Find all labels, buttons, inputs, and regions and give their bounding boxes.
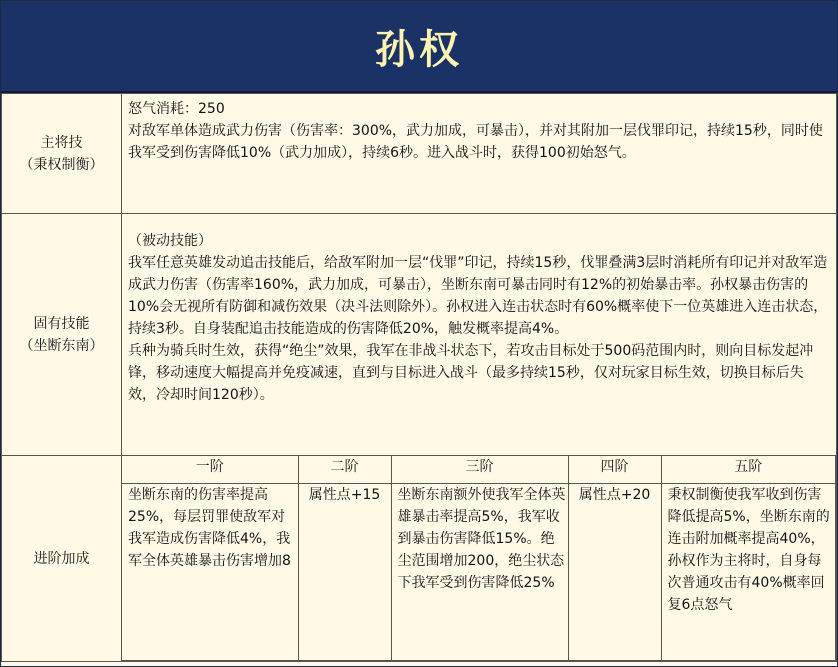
innate-skill-label bbox=[2, 214, 122, 456]
innate-skill-label-sub: （坐断东南） bbox=[19, 337, 104, 354]
advance-label: 进阶加成 bbox=[2, 456, 122, 662]
advance-content bbox=[122, 456, 837, 662]
innate-skill-description: 我军任意英雄发动追击技能后，给敌军附加一层“伐罪”印记，持续15秒，伐罪叠满3层时消耗所有印记并对敌军造成武力伤害（伤害率160%，武力加成，可暴击），坐断东南可暴击同时有12%的初始暴击率。孙权暴击伤害的10%会无视所有防御和减伤效果（决斗法则除外）。孙权进入连击状态时有60%概率使下一位英雄进入连击状态，持续3秒。自身装配追击技能造成的伤害降低20%，触发概率提高4%。 bbox=[128, 255, 828, 337]
innate-skill-cavalry-effect: 兵种为骑兵时生效，获得“绝尘”效果，我军在非战斗状态下，若攻击目标处于500码范围内时，则向目标发起冲锋，移动速度大幅提高并免疫减速，直到与目标进入战斗（最多持续15秒，仅对玩家目标生效，切换目标后失效，冷却时间120秒）。 bbox=[128, 343, 814, 403]
advance-cell-3: 坐断东南额外使我军全体英雄暴击率提高5%，我军收到暴击伤害降低15%。绝尘范围增加200，绝尘状态下我军受到伤害降低25% bbox=[391, 484, 568, 661]
skill-table bbox=[1, 93, 837, 662]
advance-cell-2: 属性点+15 bbox=[298, 484, 391, 661]
innate-skill-label-name: 固有技能 bbox=[33, 315, 90, 332]
advance-header-4: 四阶 bbox=[568, 456, 661, 484]
page-title: 孙权 bbox=[375, 25, 463, 73]
main-skill-label-name: 主将技 bbox=[40, 134, 83, 151]
advance-header-3: 三阶 bbox=[391, 456, 568, 484]
advance-header-1: 一阶 bbox=[122, 456, 298, 484]
advance-cell-1: 坐断东南的伤害率提高25%，每层罚罪使敌军对我军造成伤害降低4%，我军全体英雄暴击伤害增加8 bbox=[122, 484, 298, 661]
main-skill-row bbox=[2, 94, 837, 214]
advance-header-2: 二阶 bbox=[298, 456, 391, 484]
advance-row bbox=[2, 456, 837, 662]
main-skill-cost: 怒气消耗：250 bbox=[128, 101, 225, 117]
advance-cell-5: 秉权制衡使我军收到伤害降低提高5%，坐断东南的连击附加概率提高40%，孙权作为主将时，自身每次普通攻击有40%概率回复6点怒气 bbox=[661, 484, 836, 661]
main-skill-label bbox=[2, 94, 122, 214]
main-skill-description: 对敌军单体造成武力伤害（伤害率：300%，武力加成，可暴击），并对其附加一层伐罪印记，持续15秒，同时使我军受到伤害降低10%（武力加成），持续6秒。进入战斗时，获得100初始怒气。 bbox=[128, 123, 823, 161]
advance-header-5: 五阶 bbox=[661, 456, 836, 484]
title-bar bbox=[1, 1, 837, 93]
innate-skill-row bbox=[2, 214, 837, 456]
advance-header-row bbox=[122, 456, 836, 484]
advance-table bbox=[122, 456, 836, 661]
advance-cell-4: 属性点+20 bbox=[568, 484, 661, 661]
main-skill-label-sub: （秉权制衡） bbox=[19, 156, 104, 173]
main-skill-content bbox=[122, 94, 837, 214]
advance-body-row bbox=[122, 484, 836, 661]
innate-skill-content bbox=[122, 214, 837, 456]
innate-skill-type: （被动技能） bbox=[128, 233, 212, 249]
